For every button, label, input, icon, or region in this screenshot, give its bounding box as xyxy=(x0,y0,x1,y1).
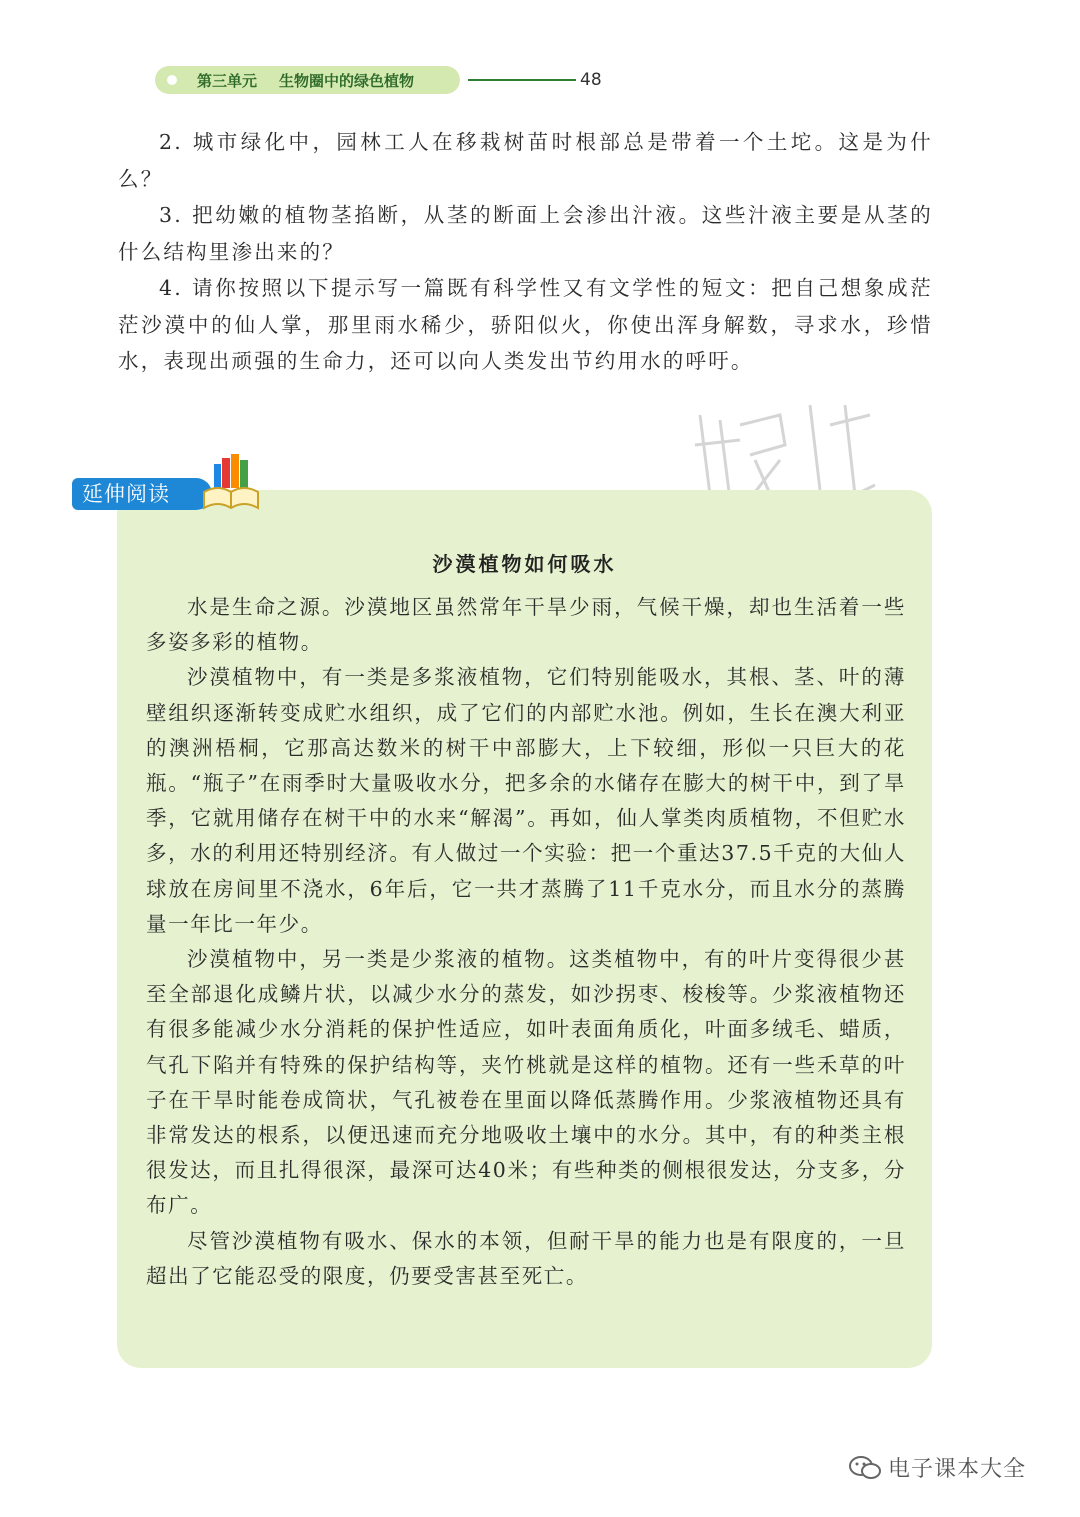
question-4: 4. 请你按照以下提示写一篇既有科学性又有文学性的短文：把自己想象成茫茫沙漠中的仙人掌，那里雨水稀少，骄阳似火，你使出浑身解数，寻求水，珍惜水，表现出顽强的生命力，还可以向人类发出节约用水的呼吁。 xyxy=(118,276,933,373)
reading-paragraph: 水是生命之源。沙漠地区虽然常年干旱少雨，气候干燥，却也生活着一些多姿多彩的植物。 xyxy=(146,595,906,655)
header-pill xyxy=(155,66,460,94)
reading-title: 沙漠植物如何吸水 xyxy=(432,552,617,576)
question-2: 2. 城市绿化中，园林工人在移栽树苗时根部总是带着一个土坨。这是为什么？ xyxy=(118,130,933,191)
footer-source-text: 电子课本大全 xyxy=(888,1457,1027,1482)
book-icon xyxy=(200,452,262,514)
page-header xyxy=(155,66,602,94)
page-number: 48 xyxy=(580,70,602,90)
header-chapter: 生物圈中的绿色植物 xyxy=(279,71,415,90)
reading-body xyxy=(146,590,906,1294)
reading-paragraph: 沙漠植物中，有一类是多浆液植物，它们特别能吸水，其根、茎、叶的薄壁组织逐渐转变成贮水组织，成了它们的内部贮水池。例如，生长在澳大利亚的澳洲梧桐，它那高达数米的树干中部膨大，上下较细，形似一只巨大的花瓶。“瓶子”在雨季时大量吸收水分，把多余的水储存在膨大的树干中，到了旱季，它就用储存在树干中的水来“解渴”。再如，仙人掌类肉质植物，不但贮水多，水的利用还特别经济。有人做过一个实验：把一个重达37.5千克的大仙人球放在房间里不浇水，6年后，它一共才蒸腾了11千克水分，而且水分的蒸腾量一年比一年少。 xyxy=(146,665,906,936)
exercise-questions xyxy=(118,124,933,380)
wechat-icon xyxy=(848,1454,882,1482)
header-dot-icon xyxy=(167,75,177,85)
source-footer xyxy=(848,1452,1026,1483)
reading-paragraph: 尽管沙漠植物有吸水、保水的本领，但耐干旱的能力也是有限度的，一旦超出了它能忍受的限度，仍要受害甚至死亡。 xyxy=(146,1228,906,1288)
question-3: 3. 把幼嫩的植物茎掐断，从茎的断面上会渗出汁液。这些汁液主要是从茎的什么结构里渗出来的？ xyxy=(118,203,933,264)
header-divider xyxy=(468,79,576,81)
header-unit: 第三单元 xyxy=(197,71,258,90)
reading-paragraph: 沙漠植物中，另一类是少浆液的植物。这类植物中，有的叶片变得很少甚至全部退化成鳞片状，以减少水分的蒸发，如沙拐枣、梭梭等。少浆液植物还有很多能减少水分消耗的保护性适应，如叶表面角质化，叶面多绒毛、蜡质，气孔下陷并有特殊的保护结构等，夹竹桃就是这样的植物。还有一些禾草的叶子在干旱时能卷成筒状，气孔被卷在里面以降低蒸腾作用。少浆液植物还具有非常发达的根系，以便迅速而充分地吸收土壤中的水分。其中，有的种类主根很发达，而且扎得很深，最深可达40米；有些种类的侧根很发达，分支多，分布广。 xyxy=(146,947,906,1218)
extended-reading-label: 延伸阅读 xyxy=(72,478,212,510)
